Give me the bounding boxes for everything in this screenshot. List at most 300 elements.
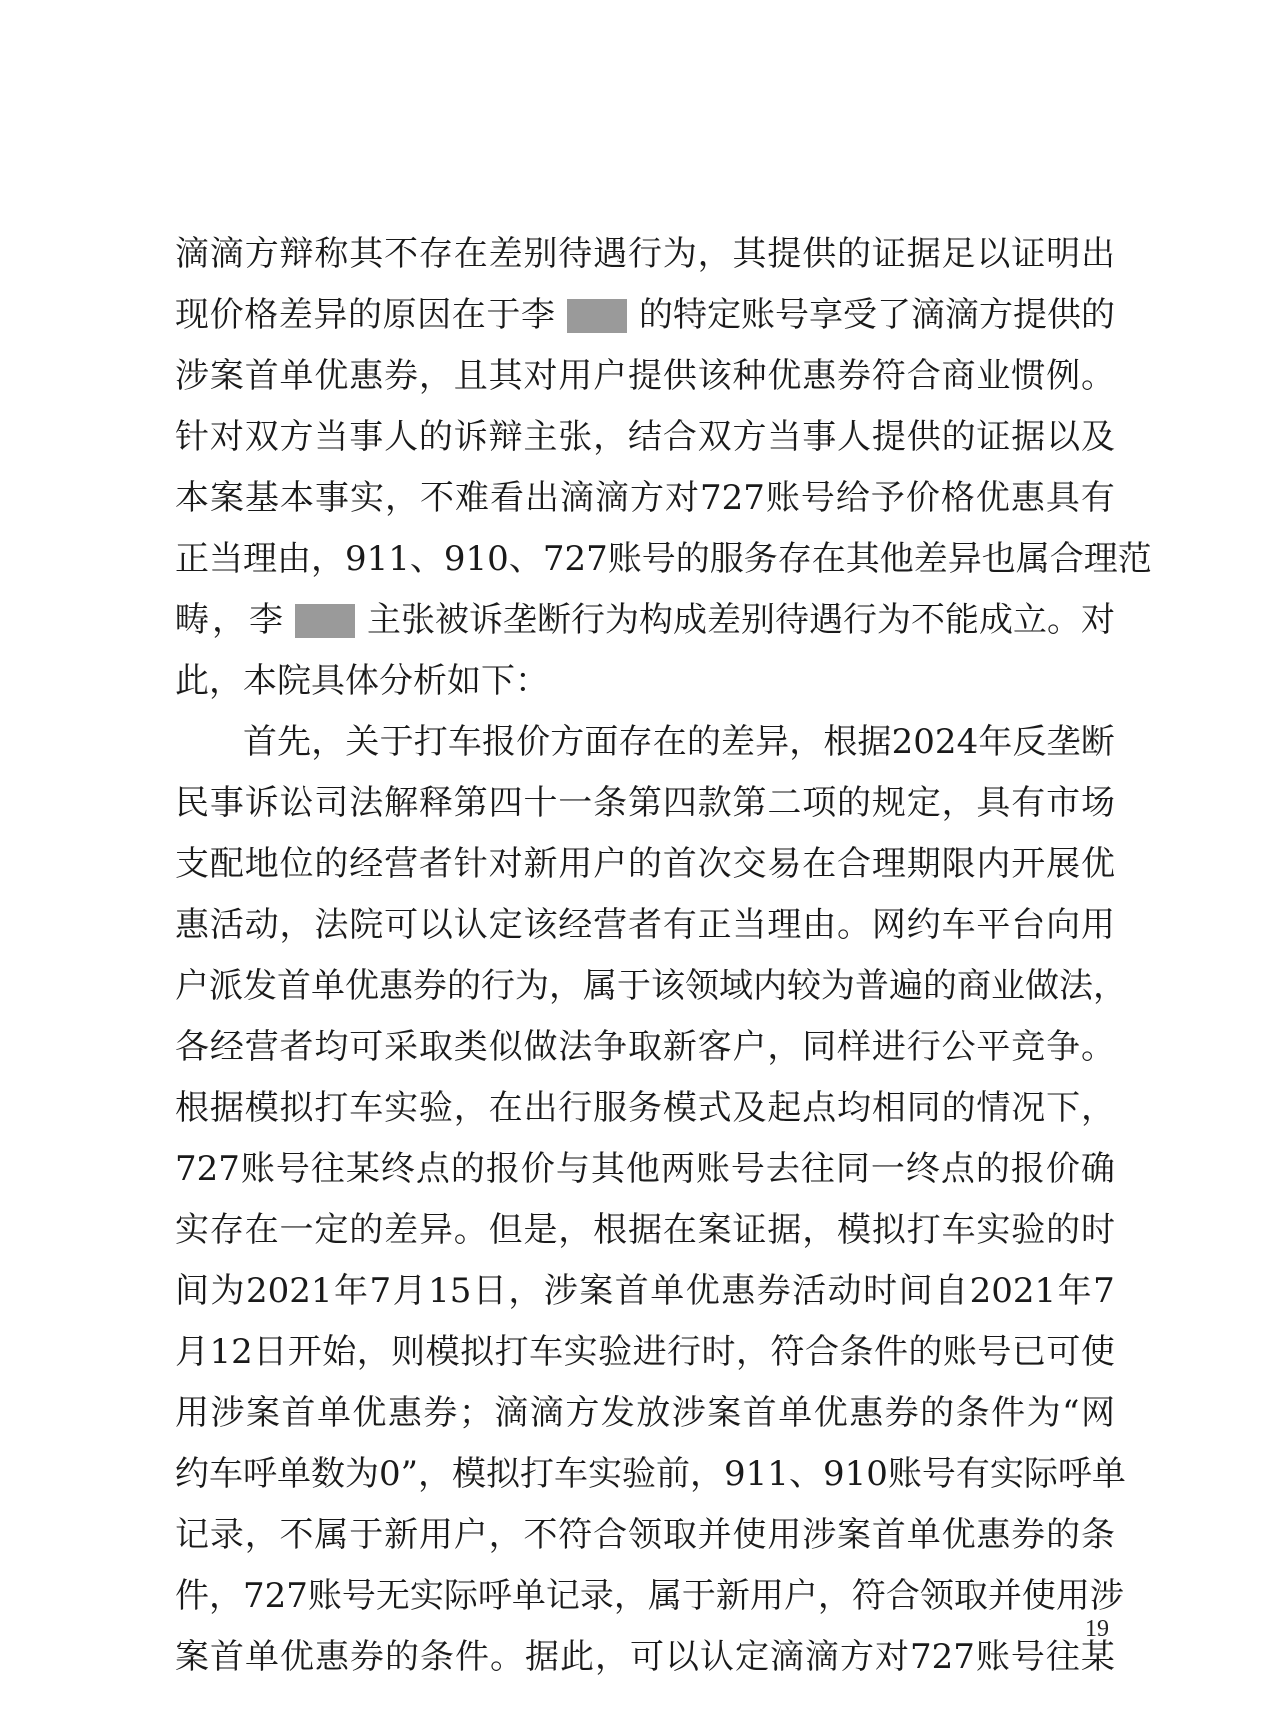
glyph: 提: [767, 234, 802, 274]
glyph: 种: [732, 356, 767, 396]
glyph: 2024: [891, 722, 979, 762]
glyph: 。: [453, 1210, 488, 1250]
glyph: 提: [627, 356, 662, 396]
glyph: 于: [379, 722, 414, 762]
glyph: 派: [209, 966, 243, 1006]
glyph: 反: [1012, 722, 1047, 762]
glyph: 动: [827, 1271, 862, 1311]
glyph: 券: [837, 356, 872, 396]
glyph: 他: [625, 1149, 660, 1189]
glyph: 待: [558, 234, 593, 274]
glyph: 普: [855, 966, 889, 1006]
glyph: 7: [369, 1271, 392, 1311]
glyph: 的: [941, 417, 976, 457]
glyph: 合: [885, 1576, 920, 1616]
glyph: ，: [418, 356, 453, 396]
glyph: 台: [1011, 905, 1046, 945]
glyph: 因: [417, 295, 452, 335]
glyph: 双: [697, 417, 732, 457]
glyph: 券: [384, 356, 419, 396]
glyph: 案: [707, 1393, 742, 1433]
glyph: 成: [673, 600, 707, 640]
glyph: 优: [813, 1393, 848, 1433]
glyph: 待: [775, 600, 809, 640]
glyph: ，: [767, 1027, 802, 1067]
glyph: 券: [413, 966, 447, 1006]
glyph: 根: [175, 1088, 209, 1128]
glyph: 模: [244, 1088, 279, 1128]
glyph: 0: [379, 1454, 401, 1494]
glyph: 在: [488, 1088, 523, 1128]
glyph: 该: [697, 356, 732, 396]
glyph: 打: [413, 722, 448, 762]
glyph: 实: [409, 1576, 444, 1616]
glyph: 则: [391, 1332, 426, 1372]
glyph: 合: [662, 417, 697, 457]
glyph: 当: [209, 539, 243, 579]
body-text: [175, 224, 1152, 1688]
glyph: 根: [593, 1210, 628, 1250]
glyph: 用: [749, 1576, 784, 1616]
glyph: 号: [730, 1149, 765, 1189]
glyph: 根: [823, 722, 858, 762]
glyph: 的: [447, 966, 481, 1006]
glyph: 账: [975, 1637, 1010, 1677]
glyph: 单: [311, 966, 345, 1006]
glyph: 正: [175, 539, 209, 579]
glyph: 别: [741, 600, 775, 640]
glyph: 出: [1080, 234, 1115, 274]
glyph: 面: [584, 722, 619, 762]
glyph: 属: [1015, 539, 1050, 579]
glyph: 户: [593, 356, 628, 396]
text-line: [175, 1139, 1115, 1200]
glyph: 滴: [911, 295, 945, 335]
glyph: 理: [871, 844, 906, 884]
glyph: 际: [443, 1576, 478, 1616]
glyph: 本: [175, 478, 209, 518]
glyph: 第: [732, 783, 767, 823]
text-line: [175, 1383, 1115, 1444]
glyph: 开: [1011, 844, 1046, 884]
glyph: 并: [987, 1576, 1022, 1616]
glyph: 并: [697, 1515, 732, 1555]
glyph: 采: [384, 1027, 419, 1067]
glyph: 被: [435, 600, 469, 640]
glyph: 价: [1045, 1149, 1080, 1189]
glyph: 取: [662, 1515, 697, 1555]
glyph: 月: [392, 1271, 427, 1311]
glyph: 异: [313, 295, 348, 335]
glyph: 优: [685, 1271, 720, 1311]
glyph: 在: [451, 295, 486, 335]
glyph: 单: [277, 1454, 311, 1494]
text-line: [175, 1505, 1115, 1566]
glyph: 异: [755, 722, 790, 762]
text-line: [175, 895, 1115, 956]
glyph: 行: [481, 966, 515, 1006]
glyph: 同: [802, 1027, 837, 1067]
glyph: 符: [871, 356, 906, 396]
page-number: 19: [1085, 1616, 1109, 1642]
glyph: 取: [953, 1576, 988, 1616]
glyph: 符: [558, 1515, 593, 1555]
glyph: 内: [753, 966, 787, 1006]
glyph: 均: [314, 1027, 349, 1067]
glyph: 认: [453, 905, 488, 945]
glyph: 证: [871, 234, 906, 274]
glyph: 式: [697, 1088, 732, 1128]
glyph: 点: [940, 1149, 975, 1189]
glyph: 两: [660, 1149, 695, 1189]
glyph: 存: [418, 234, 453, 274]
glyph: 主: [523, 417, 558, 457]
glyph: 优: [345, 966, 379, 1006]
text-segment: [175, 590, 283, 651]
text-line: [175, 1261, 1115, 1322]
glyph: 使: [732, 1515, 767, 1555]
glyph: 合: [837, 844, 872, 884]
glyph: 滴: [560, 478, 594, 518]
glyph: 727: [175, 1149, 240, 1189]
glyph: 2021: [245, 1271, 333, 1311]
glyph: 有: [662, 905, 697, 945]
glyph: 以: [418, 905, 453, 945]
glyph: 诉: [453, 417, 488, 457]
text-segment: [175, 285, 555, 346]
glyph: 其: [590, 1149, 625, 1189]
glyph: 诉: [469, 600, 503, 640]
glyph: 对: [1081, 600, 1115, 640]
glyph: 由: [802, 905, 837, 945]
glyph: 较: [787, 966, 821, 1006]
glyph: 录: [579, 1576, 614, 1616]
glyph: 单: [650, 1271, 685, 1311]
text-line: [175, 1322, 1115, 1383]
glyph: 不: [384, 234, 419, 274]
glyph: 李: [249, 600, 283, 640]
glyph: 者: [279, 1027, 314, 1067]
glyph: 平: [976, 1027, 1011, 1067]
glyph: 为: [515, 966, 549, 1006]
glyph: ，: [690, 1454, 725, 1494]
glyph: 。: [837, 905, 872, 945]
glyph: 定: [707, 295, 741, 335]
glyph: 录: [209, 1515, 244, 1555]
glyph: 案: [210, 478, 244, 518]
glyph: 范: [1117, 539, 1152, 579]
glyph: 据: [767, 1210, 802, 1250]
glyph: 验: [598, 1332, 633, 1372]
glyph: 属: [314, 1515, 349, 1555]
glyph: 现: [175, 295, 209, 335]
glyph: 新: [384, 1515, 419, 1555]
glyph: ，: [549, 966, 583, 1006]
glyph: 存: [777, 539, 812, 579]
glyph: 无: [375, 1576, 410, 1616]
glyph: 某: [1080, 1637, 1115, 1677]
glyph: 年: [978, 722, 1013, 762]
glyph: 第: [627, 783, 662, 823]
glyph: 券: [884, 1393, 919, 1433]
glyph: 先: [277, 722, 312, 762]
glyph: 双: [244, 417, 279, 457]
text-line: [175, 529, 1152, 590]
glyph: 合: [1049, 539, 1084, 579]
glyph: ，: [209, 1576, 243, 1616]
glyph: 账: [765, 478, 800, 518]
glyph: 方: [279, 417, 314, 457]
glyph: 断: [537, 600, 571, 640]
glyph: 一: [870, 1149, 905, 1189]
glyph: 据: [525, 1637, 559, 1677]
glyph: 的: [975, 1149, 1010, 1189]
glyph: 车: [941, 1210, 976, 1250]
glyph: 领: [685, 966, 719, 1006]
glyph: 2021: [969, 1271, 1057, 1311]
glyph: 合: [593, 1515, 628, 1555]
glyph: 账: [741, 295, 775, 335]
glyph: 定: [906, 783, 941, 823]
glyph: 基: [245, 478, 279, 518]
glyph: 时: [701, 1332, 736, 1372]
glyph: 但: [488, 1210, 523, 1250]
glyph: 验: [418, 1088, 453, 1128]
glyph: 不: [420, 478, 454, 518]
glyph: 拟: [486, 1454, 521, 1494]
glyph: 讼: [279, 783, 314, 823]
glyph: 账: [695, 1149, 730, 1189]
glyph: 据: [1011, 417, 1046, 457]
glyph: 商: [941, 356, 976, 396]
glyph: 营: [384, 844, 419, 884]
glyph: 者: [627, 905, 662, 945]
glyph: 号: [921, 1454, 956, 1494]
glyph: 务: [627, 1088, 662, 1128]
glyph: 始: [322, 1332, 357, 1372]
glyph: 优: [767, 356, 802, 396]
glyph: 格: [244, 295, 279, 335]
glyph: 前: [656, 1454, 691, 1494]
glyph: 行: [627, 234, 662, 274]
glyph: 账: [307, 1576, 342, 1616]
text-segment: [639, 285, 1115, 346]
glyph: 单: [511, 1576, 546, 1616]
glyph: 有: [1011, 783, 1046, 823]
glyph: 供: [802, 234, 837, 274]
glyph: 可: [349, 1027, 384, 1067]
glyph: 张: [401, 600, 435, 640]
glyph: 首: [614, 1271, 649, 1311]
glyph: 其: [732, 234, 767, 274]
glyph: 发: [243, 966, 277, 1006]
glyph: 明: [1046, 234, 1081, 274]
glyph: 样: [837, 1027, 872, 1067]
glyph: 经: [349, 844, 384, 884]
glyph: 某: [345, 1149, 380, 1189]
glyph: 释: [418, 783, 453, 823]
glyph: 当: [767, 417, 802, 457]
glyph: 看: [490, 478, 524, 518]
glyph: ，: [1093, 966, 1127, 1006]
glyph: 在: [662, 1210, 697, 1250]
glyph: 不: [523, 1515, 558, 1555]
glyph: 二: [767, 783, 802, 823]
glyph: 在: [802, 844, 837, 884]
glyph: 对: [209, 417, 244, 457]
glyph: 对: [488, 844, 523, 884]
glyph: 实: [384, 1088, 419, 1128]
glyph: ，: [311, 722, 346, 762]
glyph: 公: [941, 1027, 976, 1067]
glyph: 务: [743, 539, 778, 579]
glyph: 对: [665, 478, 699, 518]
glyph: 均: [837, 1088, 872, 1128]
glyph: 户: [783, 1576, 818, 1616]
glyph: 报: [1010, 1149, 1045, 1189]
glyph: 第: [453, 783, 488, 823]
glyph: 况: [1011, 1088, 1046, 1128]
glyph: 券: [423, 1393, 458, 1433]
glyph: 构: [639, 600, 673, 640]
glyph: 人: [384, 417, 419, 457]
text-segment: [367, 590, 1115, 651]
glyph: 实: [350, 478, 384, 518]
glyph: ，: [558, 1210, 593, 1250]
glyph: ，: [244, 1515, 279, 1555]
glyph: 者: [418, 844, 453, 884]
glyph: ，: [736, 1332, 771, 1372]
glyph: 对: [875, 1637, 909, 1677]
glyph: 新: [715, 1576, 750, 1616]
glyph: 法: [1059, 966, 1093, 1006]
glyph: 往: [1045, 1637, 1080, 1677]
glyph: 方: [979, 295, 1013, 335]
glyph: 首: [243, 722, 277, 762]
glyph: 的: [385, 1637, 419, 1677]
glyph: 滴: [529, 1393, 564, 1433]
glyph: 定: [488, 905, 523, 945]
glyph: 的: [941, 1088, 976, 1128]
glyph: 辩: [279, 234, 314, 274]
glyph: 910: [443, 539, 509, 579]
glyph: 、: [508, 539, 543, 579]
glyph: 的: [675, 539, 710, 579]
glyph: 业: [991, 966, 1025, 1006]
glyph: 点: [415, 1149, 450, 1189]
glyph: 约: [906, 905, 941, 945]
glyph: 类: [453, 1027, 488, 1067]
glyph: 记: [175, 1515, 209, 1555]
glyph: 涉: [543, 1271, 578, 1311]
glyph: 由: [277, 539, 311, 579]
glyph: ，: [595, 1637, 629, 1677]
glyph: 车: [447, 722, 482, 762]
glyph: 账: [607, 539, 642, 579]
glyph: 营: [593, 905, 628, 945]
glyph: 案: [175, 1637, 209, 1677]
glyph: ，: [697, 234, 732, 274]
glyph: 差: [278, 295, 313, 335]
glyph: 。: [1047, 600, 1081, 640]
glyph: 用: [558, 844, 593, 884]
glyph: 领: [627, 1515, 662, 1555]
glyph: 的: [1046, 1515, 1081, 1555]
glyph: 实: [175, 1210, 209, 1250]
glyph: 营: [244, 1027, 279, 1067]
text-line: [175, 285, 1115, 346]
glyph: 约: [175, 1454, 209, 1494]
glyph: 用: [1055, 1576, 1090, 1616]
glyph: 垄: [503, 600, 537, 640]
glyph: 的: [923, 966, 957, 1006]
glyph: 具: [1045, 478, 1080, 518]
glyph: 特: [673, 295, 707, 335]
glyph: 的: [686, 722, 721, 762]
glyph: 情: [976, 1088, 1011, 1128]
glyph: 此: [560, 1637, 594, 1677]
glyph: 惠: [349, 356, 384, 396]
glyph: 张: [558, 417, 593, 457]
glyph: 727: [910, 1637, 975, 1677]
glyph: 为: [345, 1454, 379, 1494]
glyph: 法: [349, 783, 384, 823]
glyph: 理: [767, 905, 802, 945]
glyph: 号: [1010, 1637, 1045, 1677]
glyph: 车: [349, 1088, 384, 1128]
glyph: 惯: [1011, 356, 1046, 396]
glyph: 取: [627, 1027, 662, 1067]
glyph: 行: [906, 1027, 941, 1067]
glyph: 差: [913, 539, 948, 579]
glyph: 911: [345, 539, 410, 579]
glyph: 模: [662, 1088, 697, 1128]
glyph: 出: [525, 478, 559, 518]
glyph: 在: [811, 539, 846, 579]
glyph: 模: [452, 1454, 487, 1494]
glyph: 用: [1080, 905, 1115, 945]
text-line: [175, 224, 1115, 285]
glyph: 异: [947, 539, 982, 579]
redaction-block: [567, 299, 627, 333]
text-line: [175, 1566, 1124, 1627]
glyph: 平: [976, 905, 1011, 945]
glyph: 差: [720, 722, 755, 762]
glyph: 解: [384, 783, 419, 823]
glyph: 起: [767, 1088, 802, 1128]
glyph: 优: [352, 1393, 387, 1433]
glyph: 已: [1011, 1332, 1046, 1372]
glyph: 条: [420, 1637, 454, 1677]
text-line: [175, 468, 1115, 529]
glyph: 券: [1011, 1515, 1046, 1555]
glyph: 使: [1080, 1332, 1115, 1372]
glyph: 为: [662, 234, 697, 274]
glyph: 际: [1023, 1454, 1058, 1494]
glyph: 新: [523, 844, 558, 884]
glyph: 单: [778, 1393, 813, 1433]
glyph: 本: [280, 478, 314, 518]
glyph: 期: [906, 844, 941, 884]
glyph: 拟: [460, 1332, 495, 1372]
glyph: 款: [697, 783, 732, 823]
glyph: 的: [347, 295, 382, 335]
glyph: 户: [453, 1515, 488, 1555]
glyph: 于: [617, 966, 651, 1006]
glyph: 惠: [721, 1271, 756, 1311]
glyph: 涉: [671, 1393, 706, 1433]
glyph: 能: [945, 600, 979, 640]
